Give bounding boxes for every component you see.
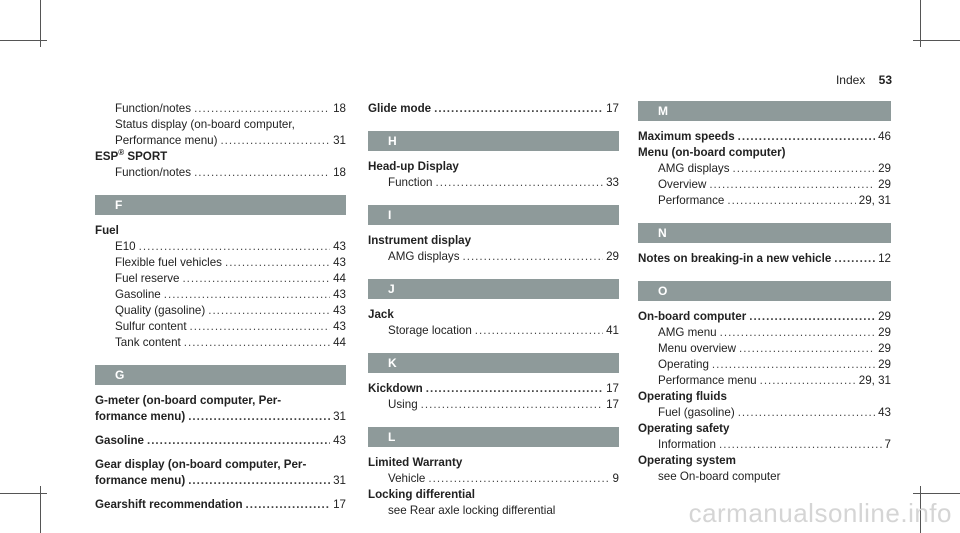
index-entry[interactable]: Sulfur content ..... 43: [95, 319, 346, 335]
index-entry[interactable]: Performance menu) ..... 31: [95, 133, 346, 149]
index-column-3: [638, 101, 891, 485]
index-column-1: [95, 101, 346, 513]
index-entry[interactable]: Gasoline ..... 43: [95, 287, 346, 303]
index-entry: Status display (on-board computer,: [115, 118, 295, 131]
letter-divider-i: I: [368, 205, 619, 225]
index-heading: ESP® SPORT: [95, 148, 168, 163]
index-entry[interactable]: Gearshift recommendation ..... 17: [95, 497, 346, 513]
index-entry[interactable]: formance menu) ..... 31: [95, 473, 346, 489]
index-heading: Menu (on-board computer): [638, 146, 786, 159]
index-entry[interactable]: Tank content ..... 44: [95, 335, 346, 351]
index-entry[interactable]: Operating ..... 29: [638, 357, 891, 373]
index-heading: Locking differential: [368, 488, 475, 501]
index-heading: Instrument display: [368, 234, 472, 247]
index-entry[interactable]: E10 ..... 43: [95, 239, 346, 255]
index-entry[interactable]: Menu overview ..... 29: [638, 341, 891, 357]
index-entry[interactable]: Information ..... 7: [638, 437, 891, 453]
index-cross-reference[interactable]: see On-board computer: [658, 470, 781, 483]
index-entry[interactable]: Quality (gasoline) ..... 43: [95, 303, 346, 319]
letter-divider-f: F: [95, 195, 346, 215]
index-entry[interactable]: Fuel (gasoline) ..... 43: [638, 405, 891, 421]
letter-divider-j: J: [368, 279, 619, 299]
page-number: 53: [878, 73, 892, 87]
letter-divider-m: M: [638, 101, 891, 121]
index-entry[interactable]: AMG displays ..... 29: [638, 161, 891, 177]
index-heading: Jack: [368, 308, 394, 321]
index-heading: Operating safety: [638, 422, 730, 435]
index-entry[interactable]: Notes on breaking-in a new vehicle ..... 12: [638, 251, 891, 267]
index-heading: Gear display (on-board computer, Per-: [95, 458, 307, 471]
index-entry[interactable]: AMG displays ..... 29: [368, 249, 619, 265]
index-entry[interactable]: Function/notes ..... 18: [95, 101, 346, 117]
index-entry[interactable]: formance menu) ..... 31: [95, 409, 346, 425]
index-entry[interactable]: Performance menu ..... 29, 31: [638, 373, 891, 389]
index-entry[interactable]: AMG menu ..... 29: [638, 325, 891, 341]
index-entry[interactable]: Function ..... 33: [368, 175, 619, 191]
letter-divider-k: K: [368, 353, 619, 373]
index-label: Index: [835, 73, 866, 87]
index-entry[interactable]: Overview ..... 29: [638, 177, 891, 193]
index-heading: Operating system: [638, 454, 736, 467]
index-entry[interactable]: Gasoline ..... 43: [95, 433, 346, 449]
crop-mark: [913, 493, 960, 494]
index-heading: Fuel: [95, 224, 119, 237]
index-entry[interactable]: Glide mode ..... 17: [368, 101, 619, 117]
index-heading: Operating fluids: [638, 390, 727, 403]
index-entry[interactable]: Function/notes ..... 18: [95, 165, 346, 181]
index-entry[interactable]: Using ..... 17: [368, 397, 619, 413]
index-cross-reference[interactable]: see Rear axle locking differential: [388, 504, 556, 517]
letter-divider-l: L: [368, 427, 619, 447]
index-heading: G-meter (on-board computer, Per-: [95, 394, 282, 407]
index-heading: Limited Warranty: [368, 456, 463, 469]
crop-mark: [0, 40, 47, 41]
page-header: [836, 73, 892, 87]
watermark: carmanualsonline.info: [688, 498, 952, 528]
index-column-2: [368, 101, 619, 519]
letter-divider-o: O: [638, 281, 891, 301]
index-entry[interactable]: Performance ..... 29, 31: [638, 193, 891, 209]
index-entry[interactable]: Storage location ..... 41: [368, 323, 619, 339]
index-entry[interactable]: Flexible fuel vehicles ..... 43: [95, 255, 346, 271]
index-entry[interactable]: On-board computer ..... 29: [638, 309, 891, 325]
index-heading: Head-up Display: [368, 160, 459, 173]
letter-divider-g: G: [95, 365, 346, 385]
index-entry[interactable]: Vehicle ..... 9: [368, 471, 619, 487]
letter-divider-n: N: [638, 223, 891, 243]
crop-mark: [913, 40, 960, 41]
letter-divider-h: H: [368, 131, 619, 151]
index-entry[interactable]: Kickdown ..... 17: [368, 381, 619, 397]
crop-mark: [0, 493, 47, 494]
index-entry[interactable]: Fuel reserve ..... 44: [95, 271, 346, 287]
index-entry[interactable]: Maximum speeds ..... 46: [638, 129, 891, 145]
